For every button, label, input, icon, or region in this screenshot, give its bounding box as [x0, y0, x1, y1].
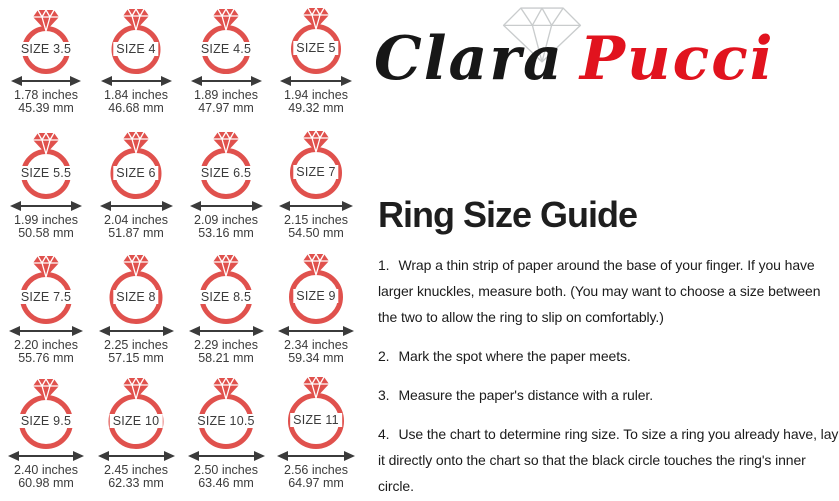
- ring-mm: 53.16 mm: [198, 226, 254, 240]
- arrow-shaft: [288, 455, 344, 457]
- ring-mm: 54.50 mm: [288, 226, 344, 240]
- arrowhead-left: [277, 451, 288, 461]
- arrowhead-right: [162, 201, 173, 211]
- ring-size-label: SIZE 10.5: [194, 414, 257, 428]
- arrow-shaft: [19, 455, 73, 457]
- arrow-shaft: [110, 330, 163, 332]
- ring-size-cell: [181, 375, 271, 500]
- arrow-shaft: [201, 205, 252, 207]
- diamond-icon: [31, 132, 61, 154]
- diameter-arrow-icon: [191, 76, 262, 86]
- ring-illustration: [181, 0, 271, 74]
- arrowhead-left: [279, 201, 290, 211]
- ring-size-cell: [91, 125, 181, 250]
- arrow-shaft: [290, 205, 342, 207]
- step-text: Wrap a thin strip of paper around the base of your finger. If you have larger knuckles, measure both. (You may want to choose a size between the two to allow the ring to slip on comfortably.): [378, 257, 821, 325]
- ring-illustration: [91, 0, 181, 74]
- info-panel: [372, 0, 839, 501]
- ring-size-cell: [271, 375, 361, 500]
- ring-mm: 60.98 mm: [18, 476, 74, 490]
- arrowhead-right: [71, 201, 82, 211]
- diamond-icon: [211, 8, 241, 30]
- ring-size-chart: [1, 0, 367, 500]
- ring-mm: 45.39 mm: [18, 101, 74, 115]
- arrowhead-left: [278, 326, 289, 336]
- ring-inches: 2.04 inches: [104, 213, 168, 227]
- ring-inches: 2.34 inches: [284, 338, 348, 352]
- ring-illustration: [271, 250, 361, 324]
- instruction-list: [378, 252, 839, 501]
- arrowhead-left: [11, 76, 22, 86]
- ring-size-cell: [271, 0, 361, 125]
- ring-inches: 1.78 inches: [14, 88, 78, 102]
- arrow-shaft: [200, 330, 253, 332]
- arrowhead-right: [253, 326, 264, 336]
- arrowhead-left: [10, 201, 21, 211]
- arrowhead-right: [341, 76, 352, 86]
- ring-size-cell: [91, 250, 181, 375]
- diamond-icon: [211, 377, 241, 399]
- diamond-icon: [211, 254, 241, 276]
- step-number: 1.: [378, 257, 390, 273]
- step-text: Use the chart to determine ring size. To size a ring you already have, lay it directly onto the chart so that the black circle touches the ring's inner circle.: [378, 426, 839, 494]
- ring-measurements: [14, 464, 78, 490]
- ring-illustration: [1, 125, 91, 199]
- ring-grid: [1, 0, 367, 500]
- arrow-shaft: [22, 80, 70, 82]
- ring-measurements: [284, 464, 348, 490]
- ring-inches: 2.25 inches: [104, 338, 168, 352]
- diameter-arrow-icon: [100, 201, 173, 211]
- arrow-shaft: [199, 455, 254, 457]
- arrowhead-left: [191, 76, 202, 86]
- arrowhead-right: [251, 76, 262, 86]
- page-title: Ring Size Guide: [378, 194, 638, 235]
- arrowhead-left: [98, 451, 109, 461]
- ring-size-cell: [181, 125, 271, 250]
- ring-size-label: SIZE 6: [113, 166, 158, 180]
- ring-mm: 55.76 mm: [18, 351, 74, 365]
- ring-measurements: [284, 214, 348, 240]
- ring-size-label: SIZE 4.5: [198, 42, 254, 56]
- ring-illustration: [91, 125, 181, 199]
- diamond-icon: [121, 8, 151, 30]
- ring-measurements: [104, 89, 168, 115]
- arrowhead-left: [189, 326, 200, 336]
- arrow-shaft: [112, 80, 161, 82]
- ring-size-label: SIZE 9.5: [18, 414, 74, 428]
- ring-size-label: SIZE 8: [113, 290, 158, 304]
- arrowhead-right: [344, 451, 355, 461]
- arrowhead-left: [190, 201, 201, 211]
- arrow-shaft: [202, 80, 251, 82]
- ring-size-cell: [271, 125, 361, 250]
- ring-illustration: [181, 250, 271, 324]
- arrowhead-left: [99, 326, 110, 336]
- ring-mm: 59.34 mm: [288, 351, 344, 365]
- diameter-arrow-icon: [188, 451, 265, 461]
- ring-mm: 64.97 mm: [288, 476, 344, 490]
- ring-size-label: SIZE 10: [110, 414, 163, 428]
- ring-inches: 1.84 inches: [104, 88, 168, 102]
- step-text: Mark the spot where the paper meets.: [398, 348, 631, 364]
- diameter-arrow-icon: [101, 76, 172, 86]
- ring-size-cell: [181, 0, 271, 125]
- arrow-shaft: [291, 80, 341, 82]
- diamond-icon: [121, 377, 151, 399]
- ring-measurements: [104, 464, 168, 490]
- arrowhead-left: [8, 451, 19, 461]
- arrowhead-right: [161, 76, 172, 86]
- ring-mm: 62.33 mm: [108, 476, 164, 490]
- ring-mm: 49.32 mm: [288, 101, 344, 115]
- ring-inches: 2.50 inches: [194, 463, 258, 477]
- step-number: 4.: [378, 426, 390, 442]
- diameter-arrow-icon: [278, 326, 354, 336]
- diamond-icon: [301, 130, 331, 152]
- ring-measurements: [194, 89, 258, 115]
- ring-size-label: SIZE 11: [290, 413, 342, 427]
- instruction-step: [378, 252, 839, 330]
- step-text: Measure the paper's distance with a ruler.: [398, 387, 653, 403]
- ring-illustration: [181, 125, 271, 199]
- ring-inches: 1.99 inches: [14, 213, 78, 227]
- ring-measurements: [194, 214, 258, 240]
- diamond-icon: [301, 253, 331, 275]
- diameter-arrow-icon: [190, 201, 263, 211]
- diameter-arrow-icon: [10, 201, 82, 211]
- brand-wordmark: [374, 24, 775, 94]
- ring-size-label: SIZE 3.5: [18, 42, 74, 56]
- diamond-icon: [31, 378, 61, 400]
- ring-size-label: SIZE 7: [293, 165, 338, 179]
- brand-logo: [372, 0, 839, 110]
- arrowhead-left: [100, 201, 111, 211]
- ring-mm: 46.68 mm: [108, 101, 164, 115]
- ring-illustration: [271, 125, 361, 199]
- ring-size-label: SIZE 4: [113, 42, 158, 56]
- ring-inches: 1.94 inches: [284, 88, 348, 102]
- brand-word-clara: Clara: [374, 24, 564, 94]
- step-number: 2.: [378, 348, 390, 364]
- ring-size-cell: [1, 125, 91, 250]
- ring-mm: 47.97 mm: [198, 101, 254, 115]
- ring-size-cell: [1, 375, 91, 500]
- ring-measurements: [104, 214, 168, 240]
- ring-illustration: [91, 250, 181, 324]
- arrowhead-right: [252, 201, 263, 211]
- arrowhead-right: [164, 451, 175, 461]
- ring-size-cell: [1, 0, 91, 125]
- ring-illustration: [91, 375, 181, 449]
- ring-illustration: [271, 0, 361, 74]
- ring-measurements: [284, 339, 348, 365]
- ring-size-cell: [1, 250, 91, 375]
- ring-size-label: SIZE 8.5: [198, 290, 254, 304]
- arrowhead-left: [280, 76, 291, 86]
- ring-inches: 2.29 inches: [194, 338, 258, 352]
- ring-size-cell: [181, 250, 271, 375]
- diamond-icon: [301, 376, 331, 398]
- ring-size-label: SIZE 6.5: [198, 166, 254, 180]
- diamond-icon: [31, 255, 61, 277]
- ring-inches: 2.56 inches: [284, 463, 348, 477]
- arrowhead-right: [342, 201, 353, 211]
- ring-size-label: SIZE 5.5: [18, 166, 74, 180]
- arrow-shaft: [20, 330, 72, 332]
- ring-inches: 2.09 inches: [194, 213, 258, 227]
- ring-illustration: [181, 375, 271, 449]
- diameter-arrow-icon: [8, 451, 84, 461]
- ring-illustration: [271, 375, 361, 449]
- ring-illustration: [1, 250, 91, 324]
- arrowhead-right: [343, 326, 354, 336]
- arrowhead-right: [163, 326, 174, 336]
- ring-mm: 57.15 mm: [108, 351, 164, 365]
- instruction-step: [378, 343, 839, 369]
- instruction-step: [378, 382, 839, 408]
- ring-mm: 50.58 mm: [18, 226, 74, 240]
- diameter-arrow-icon: [277, 451, 355, 461]
- diameter-arrow-icon: [280, 76, 352, 86]
- diameter-arrow-icon: [98, 451, 175, 461]
- arrowhead-left: [101, 76, 112, 86]
- instruction-step: [378, 421, 839, 499]
- ring-size-label: SIZE 9: [293, 289, 338, 303]
- diamond-icon: [121, 131, 151, 153]
- ring-mm: 58.21 mm: [198, 351, 254, 365]
- ring-inches: 2.20 inches: [14, 338, 78, 352]
- diameter-arrow-icon: [189, 326, 264, 336]
- diamond-icon: [211, 131, 241, 153]
- arrowhead-left: [9, 326, 20, 336]
- arrow-shaft: [111, 205, 162, 207]
- ring-mm: 63.46 mm: [198, 476, 254, 490]
- arrow-shaft: [21, 205, 71, 207]
- diameter-arrow-icon: [11, 76, 81, 86]
- ring-size-label: SIZE 5: [293, 41, 338, 55]
- ring-size-cell: [91, 0, 181, 125]
- ring-size-cell: [91, 375, 181, 500]
- arrowhead-right: [254, 451, 265, 461]
- arrow-shaft: [109, 455, 164, 457]
- diameter-arrow-icon: [279, 201, 353, 211]
- brand-word-pucci: Pucci: [579, 24, 775, 94]
- step-number: 3.: [378, 387, 390, 403]
- ring-size-cell: [271, 250, 361, 375]
- diamond-icon: [31, 9, 61, 31]
- arrowhead-right: [72, 326, 83, 336]
- ring-measurements: [194, 339, 258, 365]
- ring-measurements: [14, 214, 78, 240]
- ring-measurements: [284, 89, 348, 115]
- ring-measurements: [14, 339, 78, 365]
- arrowhead-right: [70, 76, 81, 86]
- ring-size-label: SIZE 7.5: [18, 290, 74, 304]
- ring-inches: 1.89 inches: [194, 88, 258, 102]
- arrow-shaft: [289, 330, 343, 332]
- diameter-arrow-icon: [9, 326, 83, 336]
- ring-measurements: [14, 89, 78, 115]
- arrowhead-left: [188, 451, 199, 461]
- ring-illustration: [1, 0, 91, 74]
- diamond-icon: [121, 254, 151, 276]
- ring-measurements: [194, 464, 258, 490]
- ring-inches: 2.45 inches: [104, 463, 168, 477]
- ring-illustration: [1, 375, 91, 449]
- ring-mm: 51.87 mm: [108, 226, 164, 240]
- diamond-icon: [301, 7, 331, 29]
- ring-measurements: [104, 339, 168, 365]
- ring-inches: 2.15 inches: [284, 213, 348, 227]
- ring-inches: 2.40 inches: [14, 463, 78, 477]
- arrowhead-right: [73, 451, 84, 461]
- diameter-arrow-icon: [99, 326, 174, 336]
